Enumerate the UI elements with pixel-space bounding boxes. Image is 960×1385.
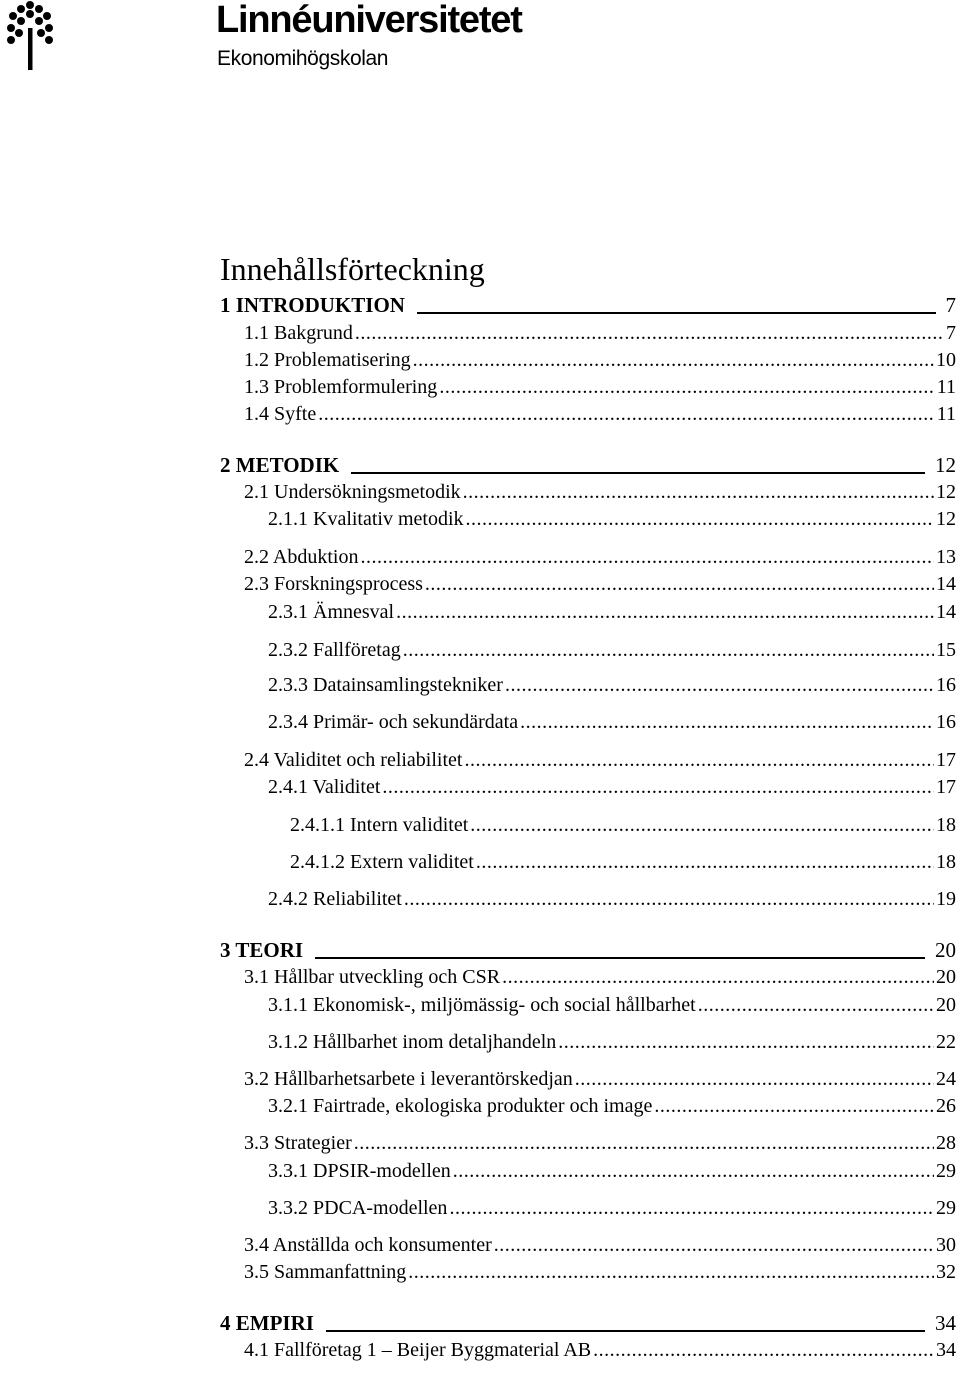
toc-entry-label: 2.1 Undersökningsmetodik: [244, 481, 461, 503]
toc-leader: [654, 1093, 934, 1120]
toc-leader: [396, 599, 934, 626]
toc-chapter-entry[interactable]: [0, 1310, 956, 1337]
toc-entry[interactable]: [0, 1232, 956, 1259]
toc-entry[interactable]: [0, 1337, 956, 1364]
toc-page-number: 29: [936, 1197, 956, 1219]
toc-entry-label: 3 TEORI: [220, 938, 304, 962]
toc-page-number: 20: [936, 966, 956, 988]
toc-leader: [505, 672, 934, 699]
toc-entry-label: 3.3.2 PDCA-modellen: [268, 1197, 448, 1219]
toc-leader: [355, 320, 944, 347]
toc-entry-label: 3.4 Anställda och konsumenter: [244, 1234, 492, 1256]
toc-entry[interactable]: [0, 599, 956, 626]
toc-page-number: 16: [936, 674, 956, 696]
toc-entry[interactable]: [0, 544, 956, 571]
toc-entry[interactable]: [0, 774, 956, 801]
toc-entry[interactable]: [0, 1029, 956, 1056]
toc-entry-label: 2.4.1.2 Extern validitet: [290, 851, 474, 873]
toc-entry[interactable]: [0, 812, 956, 839]
toc-entry-label: 2.4.1 Validitet: [268, 776, 381, 798]
toc-entry[interactable]: [0, 374, 956, 401]
toc-leader: [315, 957, 925, 959]
toc-leader: [698, 992, 934, 1019]
toc-entry-label: 3.3 Strategier: [244, 1132, 352, 1154]
toc-entry-label: 4 EMPIRI: [220, 1311, 314, 1335]
toc-entry[interactable]: [0, 506, 956, 533]
toc-entry[interactable]: [0, 886, 956, 913]
toc-page-number: 11: [936, 376, 956, 398]
toc-page-number: 20: [935, 938, 956, 962]
toc-entry-label: 2.3.1 Ämnesval: [268, 601, 395, 623]
toc-entry-label: 1.2 Problematisering: [244, 349, 411, 371]
toc-entry-label: 2.3.2 Fallföretag: [268, 639, 401, 661]
toc-entry-label: 3.3.1 DPSIR-modellen: [268, 1160, 451, 1182]
toc-entry[interactable]: [0, 1259, 956, 1286]
toc-entry[interactable]: [0, 320, 956, 347]
toc-page-number: 12: [935, 453, 956, 477]
toc-page-number: 19: [936, 888, 956, 910]
toc-entry-label: 3.5 Sammanfattning: [244, 1261, 407, 1283]
toc-entry[interactable]: [0, 347, 956, 374]
toc-leader: [417, 312, 936, 314]
toc-page-number: 28: [936, 1132, 956, 1154]
toc-entry-label: 2.1.1 Kvalitativ metodik: [268, 508, 464, 530]
toc-entry-label: 2 METODIK: [220, 453, 340, 477]
toc-entry-label: 2.3 Forskningsprocess: [244, 573, 423, 595]
toc-entry[interactable]: [0, 1130, 956, 1157]
toc-page-number: 12: [936, 508, 956, 530]
toc-leader: [464, 747, 934, 774]
toc-entry[interactable]: [0, 571, 956, 598]
toc-entry-label: 3.2.1 Fairtrade, ekologiska produkter och image: [268, 1095, 653, 1117]
toc-chapter-entry[interactable]: [0, 452, 956, 479]
toc-entry[interactable]: [0, 709, 956, 736]
toc-leader: [326, 1330, 925, 1332]
toc-page-number: 16: [936, 711, 956, 733]
toc-leader: [502, 964, 934, 991]
toc-page-number: 29: [936, 1160, 956, 1182]
toc-page-number: 18: [936, 814, 956, 836]
university-logo: [6, 0, 56, 75]
toc-leader: [453, 1158, 934, 1185]
toc-page-number: 7: [946, 322, 956, 344]
toc-entry-label: 2.3.4 Primär- och sekundärdata: [268, 711, 519, 733]
toc-entry-label: 1 INTRODUKTION: [220, 293, 405, 317]
toc-leader: [449, 1195, 934, 1222]
toc-page-number: 22: [936, 1031, 956, 1053]
toc-entry[interactable]: [0, 747, 956, 774]
toc-page-number: 14: [936, 573, 956, 595]
toc-entry[interactable]: [0, 1158, 956, 1185]
toc-page-number: 13: [936, 546, 956, 568]
toc-leader: [360, 544, 934, 571]
toc-leader: [476, 849, 934, 876]
toc-leader: [408, 1259, 934, 1286]
toc-page-number: 15: [936, 639, 956, 661]
toc-leader: [575, 1066, 934, 1093]
toc-page-number: 34: [935, 1311, 956, 1335]
toc-entry[interactable]: [0, 672, 956, 699]
toc-entry-label: 3.1 Hållbar utveckling och CSR: [244, 966, 501, 988]
toc-page-number: 26: [936, 1095, 956, 1117]
toc-entry-label: 1.1 Bakgrund: [244, 322, 353, 344]
toc-page-number: 11: [936, 403, 956, 425]
toc-leader: [470, 812, 934, 839]
toc-leader: [558, 1029, 934, 1056]
logo-wordmark: Linnéuniversitetet: [216, 0, 522, 41]
toc-chapter-entry[interactable]: [0, 937, 956, 964]
toc-page-number: 20: [936, 994, 956, 1016]
toc-page-number: 30: [936, 1234, 956, 1256]
toc-page-number: 18: [936, 851, 956, 873]
toc-leader: [439, 374, 934, 401]
toc-entry-label: 1.3 Problemformulering: [244, 376, 438, 398]
toc-page-number: 17: [936, 776, 956, 798]
toc-entry[interactable]: [0, 849, 956, 876]
toc-entry-label: 3.1.1 Ekonomisk-, miljömässig- och social hållbarhet: [268, 994, 696, 1016]
toc-page-number: 34: [936, 1339, 956, 1361]
toc-page-number: 32: [936, 1261, 956, 1283]
toc-entry-label: 2.3.3 Datainsamlingstekniker: [268, 674, 503, 696]
toc-page-number: 24: [936, 1068, 956, 1090]
toc-leader: [351, 472, 925, 474]
toc-entry-label: 2.4.2 Reliabilitet: [268, 888, 402, 910]
toc-leader: [494, 1232, 934, 1259]
toc-entry-label: 4.1 Fallföretag 1 – Beijer Byggmaterial AB: [244, 1339, 592, 1361]
toc-leader: [466, 506, 934, 533]
toc-leader: [593, 1337, 934, 1364]
toc-leader: [463, 479, 934, 506]
toc-page-number: 17: [936, 749, 956, 771]
toc-entry-label: 1.4 Syfte: [244, 403, 317, 425]
toc-entry[interactable]: [0, 479, 956, 506]
toc-entry[interactable]: [0, 1093, 956, 1120]
toc-entry[interactable]: [0, 637, 956, 664]
toc-entry-label: 2.4 Validitet och reliabilitet: [244, 749, 463, 771]
toc-chapter-entry[interactable]: [0, 292, 956, 319]
toc-leader: [413, 347, 934, 374]
toc-page-number: 12: [936, 481, 956, 503]
toc-page-number: 7: [945, 293, 956, 317]
toc-page-number: 14: [936, 601, 956, 623]
logo-subtitle: Ekonomihögskolan: [217, 47, 389, 70]
toc-entry[interactable]: [0, 1195, 956, 1222]
toc-entry[interactable]: [0, 964, 956, 991]
toc-title: Innehållsförteckning: [220, 251, 485, 287]
toc-entry-label: 2.2 Abduktion: [244, 546, 359, 568]
toc-leader: [425, 571, 934, 598]
toc-entry[interactable]: [0, 401, 956, 428]
toc-leader: [382, 774, 934, 801]
toc-entry-label: 3.1.2 Hållbarhet inom detaljhandeln: [268, 1031, 557, 1053]
toc-entry-label: 2.4.1.1 Intern validitet: [290, 814, 469, 836]
toc-leader: [404, 886, 934, 913]
toc-page-number: 10: [936, 349, 956, 371]
toc-entry-label: 3.2 Hållbarhetsarbete i leverantörskedjan: [244, 1068, 573, 1090]
toc-entry[interactable]: [0, 992, 956, 1019]
toc-entry[interactable]: [0, 1066, 956, 1093]
toc-leader: [520, 709, 934, 736]
toc-leader: [403, 637, 934, 664]
tree-icon: [6, 0, 56, 70]
toc-leader: [318, 401, 935, 428]
toc-leader: [354, 1130, 934, 1157]
